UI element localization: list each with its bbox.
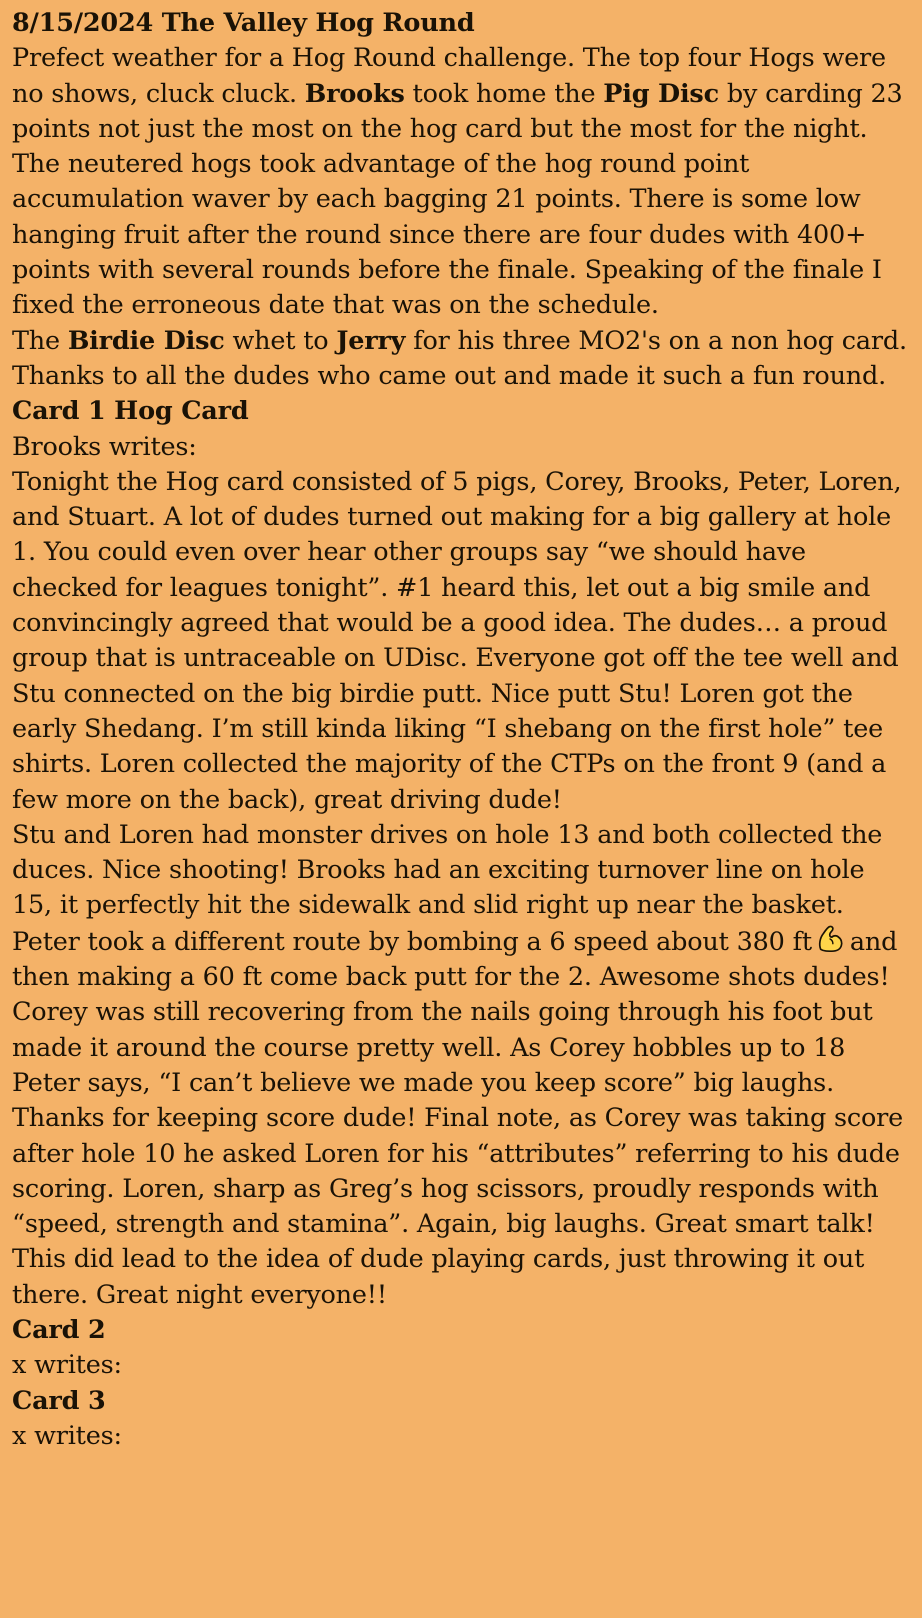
article-heading [12,6,912,41]
birdie-text-2: whet to [224,325,337,356]
birdie-text-3: for his three MO2's on a non hog card. Thanks to all the dudes who came out and made it such a fun round. [12,325,907,391]
card1-heading: Card 1 Hog Card [12,396,249,427]
birdie-text-1: The [12,325,68,356]
birdie-winner-name: Jerry [336,325,406,356]
card1-text-a: Stu and Loren had monster drives on hole 13 and both collected the duces. Nice shooting! Brooks had an exciting turnover line on hole 15, it perfectly hit the sidewalk and slid right up near the basket. Peter took a different route by bombing a 6 speed about 380 ft [12,819,883,957]
card3-author: x writes: [12,1420,122,1451]
card1-text-b: and then making a 60 ft come back putt for the 2. Awesome shots dudes! Corey was still recovering from the nails going through his foot but made it around the course pretty well. As Corey hobbles up to 18 Peter says, “I can’t believe we made you keep score” big laughs. Thanks for keeping score dude! Final note, as Corey was taking score after hole 10 he asked Loren for his “attributes” referring to his dude scoring. Loren, sharp as Greg’s hog scissors, proudly responds with “speed, strength and stamina”. Again, big laughs. Great smart talk! This did lead to the idea of dude playing cards, just throwing it out there. Great night everyone!! [12,926,904,1310]
intro-text-2: took home the [404,78,604,109]
flexed-biceps-icon [816,924,846,954]
intro-paragraph [12,41,912,323]
card2-heading: Card 2 [12,1314,106,1345]
card2-author: x writes: [12,1350,122,1381]
article-date: 8/15/2024 [12,8,154,38]
card1-paragraph-1: Tonight the Hog card consisted of 5 pigs, Corey, Brooks, Peter, Loren, and Stuart. A lot of dudes turned out making for a big gallery at hole 1. You could even over hear other groups say “we should have checked for leagues tonight”. #1 heard this, let out a big smile and convincingly agreed that would be a good idea. The dudes… a proud group that is untraceable on UDisc. Everyone got off the tee well and Stu connected on the big birdie putt. Nice putt Stu! Loren got the early Shedang. I’m still kinda liking “I shebang on the first hole” tee shirts. Loren collected the majority of the CTPs on the front 9 (and a few more on the back), great driving dude! [12,466,902,815]
winner-name: Brooks [304,78,405,109]
birdie-disc-label: Birdie Disc [67,325,225,356]
birdie-paragraph [12,324,912,395]
pig-disc-label: Pig Disc [603,78,719,109]
card1-paragraph-2 [12,818,912,1313]
intro-text-1: Prefect weather for a Hog Round challenge. The top four Hogs were no shows, cluck cluck. [12,43,886,109]
article-title: The Valley Hog Round [161,8,475,38]
card3-heading: Card 3 [12,1385,106,1416]
card1-author: Brooks writes: [12,431,197,462]
intro-text-3: by carding 23 points not just the most on the hog card but the most for the night. The neutered hogs took advantage of the hog round point accumulation waver by each bagging 21 points. There is some low hanging fruit after the round since there are four dudes with 400+ points with several rounds before the finale. Speaking of the finale I fixed the erroneous date that was on the schedule. [12,78,903,321]
